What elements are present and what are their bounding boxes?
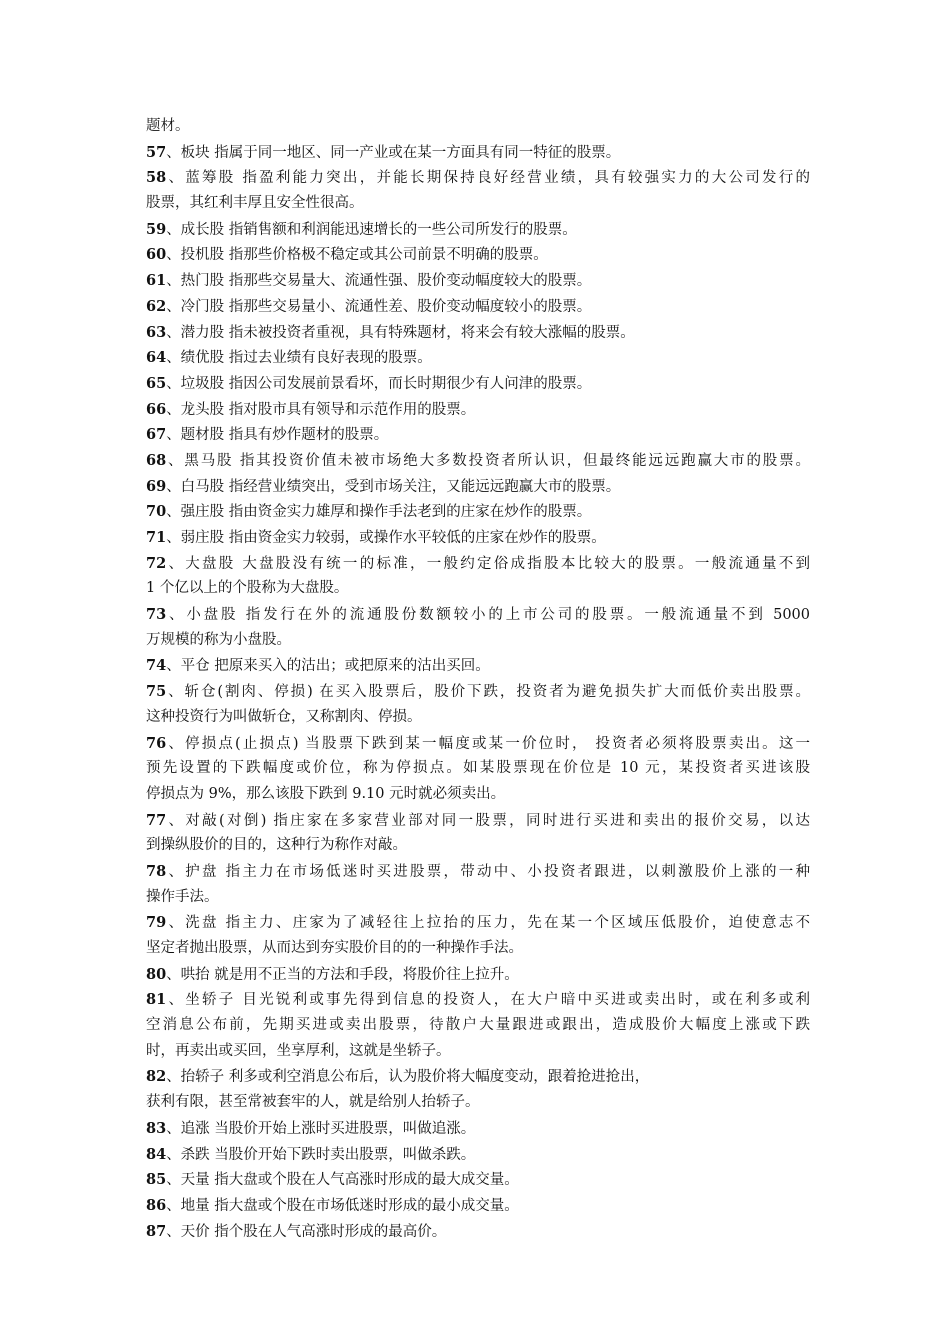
line-text: 、天量 指大盘或个股在人气高涨时形成的最大成交量。 <box>166 1172 519 1189</box>
text-line <box>146 1193 810 1219</box>
line-text: 空消息公布前，先期买进或卖出股票，待散户大量跟进或跟出，造成股价大幅度上涨或下跌 <box>146 1017 810 1034</box>
text-line <box>146 576 810 602</box>
line-text: 、白马股 指经营业绩突出，受到市场关注，又能远远跑赢大市的股票。 <box>166 478 621 495</box>
line-text: 、强庄股 指由资金实力雄厚和操作手法老到的庄家在炒作的股票。 <box>166 504 592 521</box>
line-text: 获利有限，甚至常被套牢的人，就是给别人抬轿子。 <box>146 1094 480 1111</box>
term-number: 66 <box>146 400 167 418</box>
line-text: 、小盘股 指发行在外的流通股份数额较小的上市公司的股票。一般流通量不到 5000 <box>166 607 810 624</box>
text-line <box>146 448 810 474</box>
term-number: 74 <box>146 657 167 675</box>
text-line <box>146 885 810 911</box>
text-line <box>146 268 810 294</box>
text-line <box>146 114 810 140</box>
line-text: 、追涨 当股价开始上涨时买进股票，叫做追涨。 <box>166 1120 476 1137</box>
term-number: 64 <box>146 349 167 367</box>
term-number: 85 <box>146 1171 167 1189</box>
term-number: 81 <box>146 991 167 1009</box>
line-text: 、热门股 指那些交易量大、流通性强、股价变动幅度较大的股票。 <box>166 273 592 290</box>
line-text: 时，再卖出或买回，坐享厚利，这就是坐轿子。 <box>146 1042 451 1059</box>
term-number: 83 <box>146 1119 167 1137</box>
line-text: 、天价 指个股在人气高涨时形成的最高价。 <box>166 1223 447 1240</box>
term-number: 65 <box>146 374 167 392</box>
line-text: 、龙头股 指对股市具有领导和示范作用的股票。 <box>166 401 476 418</box>
term-number: 86 <box>146 1196 167 1214</box>
text-line <box>146 628 810 654</box>
term-number: 79 <box>146 914 167 932</box>
text-line <box>146 217 810 243</box>
line-text: 、大盘股 大盘股没有统一的标准，一般约定俗成指股本比较大的股票。一般流通量不到 <box>166 555 810 572</box>
line-text: 、潜力股 指未被投资者重视，具有特殊题材，将来会有较大涨幅的股票。 <box>166 324 635 341</box>
term-number: 62 <box>146 297 167 315</box>
line-text: 、蓝筹股 指盈利能力突出，并能长期保持良好经营业绩，具有较强实力的大公司发行的 <box>166 170 810 187</box>
text-line <box>146 987 810 1013</box>
text-line <box>146 499 810 525</box>
term-number: 72 <box>146 554 167 572</box>
line-text: 、杀跌 当股价开始下跌时卖出股票，叫做杀跌。 <box>166 1146 476 1163</box>
line-text: 、绩优股 指过去业绩有良好表现的股票。 <box>166 350 432 367</box>
text-line <box>146 1142 810 1168</box>
term-number: 87 <box>146 1222 167 1240</box>
line-text: 操作手法。 <box>146 888 219 905</box>
text-line <box>146 962 810 988</box>
text-line <box>146 602 810 628</box>
text-line <box>146 1013 810 1039</box>
term-number: 63 <box>146 323 167 341</box>
line-text: 股票，其红利丰厚且安全性很高。 <box>146 195 364 212</box>
term-number: 78 <box>146 862 167 880</box>
text-line <box>146 474 810 500</box>
line-text: 、弱庄股 指由资金实力较弱，或操作水平较低的庄家在炒作的股票。 <box>166 530 606 546</box>
text-line <box>146 782 810 808</box>
text-line <box>146 551 810 577</box>
text-line <box>146 731 810 757</box>
line-text: 、抬轿子 利多或利空消息公布后，认为股价将大幅度变动，跟着抢进抢出， <box>166 1069 650 1086</box>
line-text: 到操纵股价的目的，这种行为称作对敲。 <box>146 837 407 854</box>
term-number: 68 <box>146 451 167 469</box>
text-line <box>146 679 810 705</box>
text-line <box>146 910 810 936</box>
text-line <box>146 859 810 885</box>
term-number: 67 <box>146 426 167 444</box>
text-line <box>146 1116 810 1142</box>
line-text: 、题材股 指具有炒作题材的股票。 <box>166 427 389 444</box>
term-number: 76 <box>146 734 167 752</box>
line-text: 、洗盘 指主力、庄家为了减轻往上拉抬的压力，先在某一个区域压低股价，迫使意志不 <box>166 915 810 932</box>
line-text: 、黑马股 指其投资价值未被市场绝大多数投资者所认识，但最终能远远跑赢大市的股票。 <box>166 452 810 469</box>
text-line <box>146 320 810 346</box>
text-line <box>146 1039 810 1065</box>
text-line <box>146 422 810 448</box>
line-text: 题材。 <box>146 118 190 134</box>
term-number: 82 <box>146 1068 167 1086</box>
term-number: 58 <box>146 169 167 187</box>
text-line <box>146 165 810 191</box>
text-line <box>146 371 810 397</box>
term-number: 70 <box>146 503 167 521</box>
line-text: 坚定者抛出股票，从而达到夯实股价目的的一种操作手法。 <box>146 940 523 956</box>
text-line <box>146 345 810 371</box>
text-line <box>146 833 810 859</box>
term-number: 75 <box>146 683 167 701</box>
line-text: 、投机股 指那些价格极不稳定或其公司前景不明确的股票。 <box>166 247 548 264</box>
text-line <box>146 1064 810 1090</box>
line-text: 停损点为 9%，那么该股下跌到 9.10 元时就必须卖出。 <box>146 785 506 802</box>
line-text: 、成长股 指销售额和利润能迅速增长的一些公司所发行的股票。 <box>166 221 577 238</box>
line-text: 、板块 指属于同一地区、同一产业或在某一方面具有同一特征的股票。 <box>166 144 621 161</box>
line-text: 、地量 指大盘或个股在市场低迷时形成的最小成交量。 <box>166 1197 519 1214</box>
term-number: 73 <box>146 606 167 624</box>
text-line <box>146 140 810 166</box>
text-line <box>146 294 810 320</box>
line-text: 、哄抬 就是用不正当的方法和手段，将股价往上拉升。 <box>166 966 519 983</box>
text-line <box>146 808 810 834</box>
text-line <box>146 397 810 423</box>
document-body <box>146 114 810 1244</box>
text-line <box>146 525 810 551</box>
text-line <box>146 191 810 217</box>
term-number: 61 <box>146 272 167 290</box>
line-text: 、停损点(止损点) 当股票下跌到某一幅度或某一价位时， 投资者必须将股票卖出。这一 <box>166 735 810 752</box>
line-text: 1 个亿以上的个股称为大盘股。 <box>146 580 349 597</box>
text-line <box>146 705 810 731</box>
line-text: 、平仓 把原来买入的沽出；或把原来的沽出买回。 <box>166 658 490 675</box>
term-number: 59 <box>146 220 167 238</box>
term-number: 77 <box>146 811 167 829</box>
line-text: 、坐轿子 目光锐利或事先得到信息的投资人，在大户暗中买进或卖出时，或在利多或利 <box>166 992 810 1009</box>
text-line <box>146 1090 810 1116</box>
line-text: 、垃圾股 指因公司发展前景看坏，而长时期很少有人问津的股票。 <box>166 375 592 392</box>
text-line <box>146 653 810 679</box>
text-line <box>146 756 810 782</box>
line-text: 这种投资行为叫做斩仓，又称割肉、停损。 <box>146 708 422 725</box>
text-line <box>146 1219 810 1245</box>
line-text: 万规模的称为小盘股。 <box>146 631 291 648</box>
term-number: 60 <box>146 246 167 264</box>
term-number: 69 <box>146 477 167 495</box>
line-text: 、对敲(对倒) 指庄家在多家营业部对同一股票，同时进行买进和卖出的报价交易，以达 <box>166 812 810 829</box>
text-line <box>146 936 810 962</box>
term-number: 57 <box>146 143 167 161</box>
text-line <box>146 242 810 268</box>
line-text: 、冷门股 指那些交易量小、流通性差、股价变动幅度较小的股票。 <box>166 298 592 315</box>
line-text: 预先设置的下跌幅度或价位，称为停损点。如某股票现在价位是 10 元，某投资者买进该股 <box>146 760 810 777</box>
term-number: 80 <box>146 965 167 983</box>
text-line <box>146 1167 810 1193</box>
term-number: 71 <box>146 529 167 546</box>
line-text: 、斩仓(割肉、停损) 在买入股票后，股价下跌，投资者为避免损失扩大而低价卖出股票。 <box>166 684 810 701</box>
line-text: 、护盘 指主力在市场低迷时买进股票，带动中、小投资者跟进，以刺激股价上涨的一种 <box>166 863 810 880</box>
term-number: 84 <box>146 1145 167 1163</box>
